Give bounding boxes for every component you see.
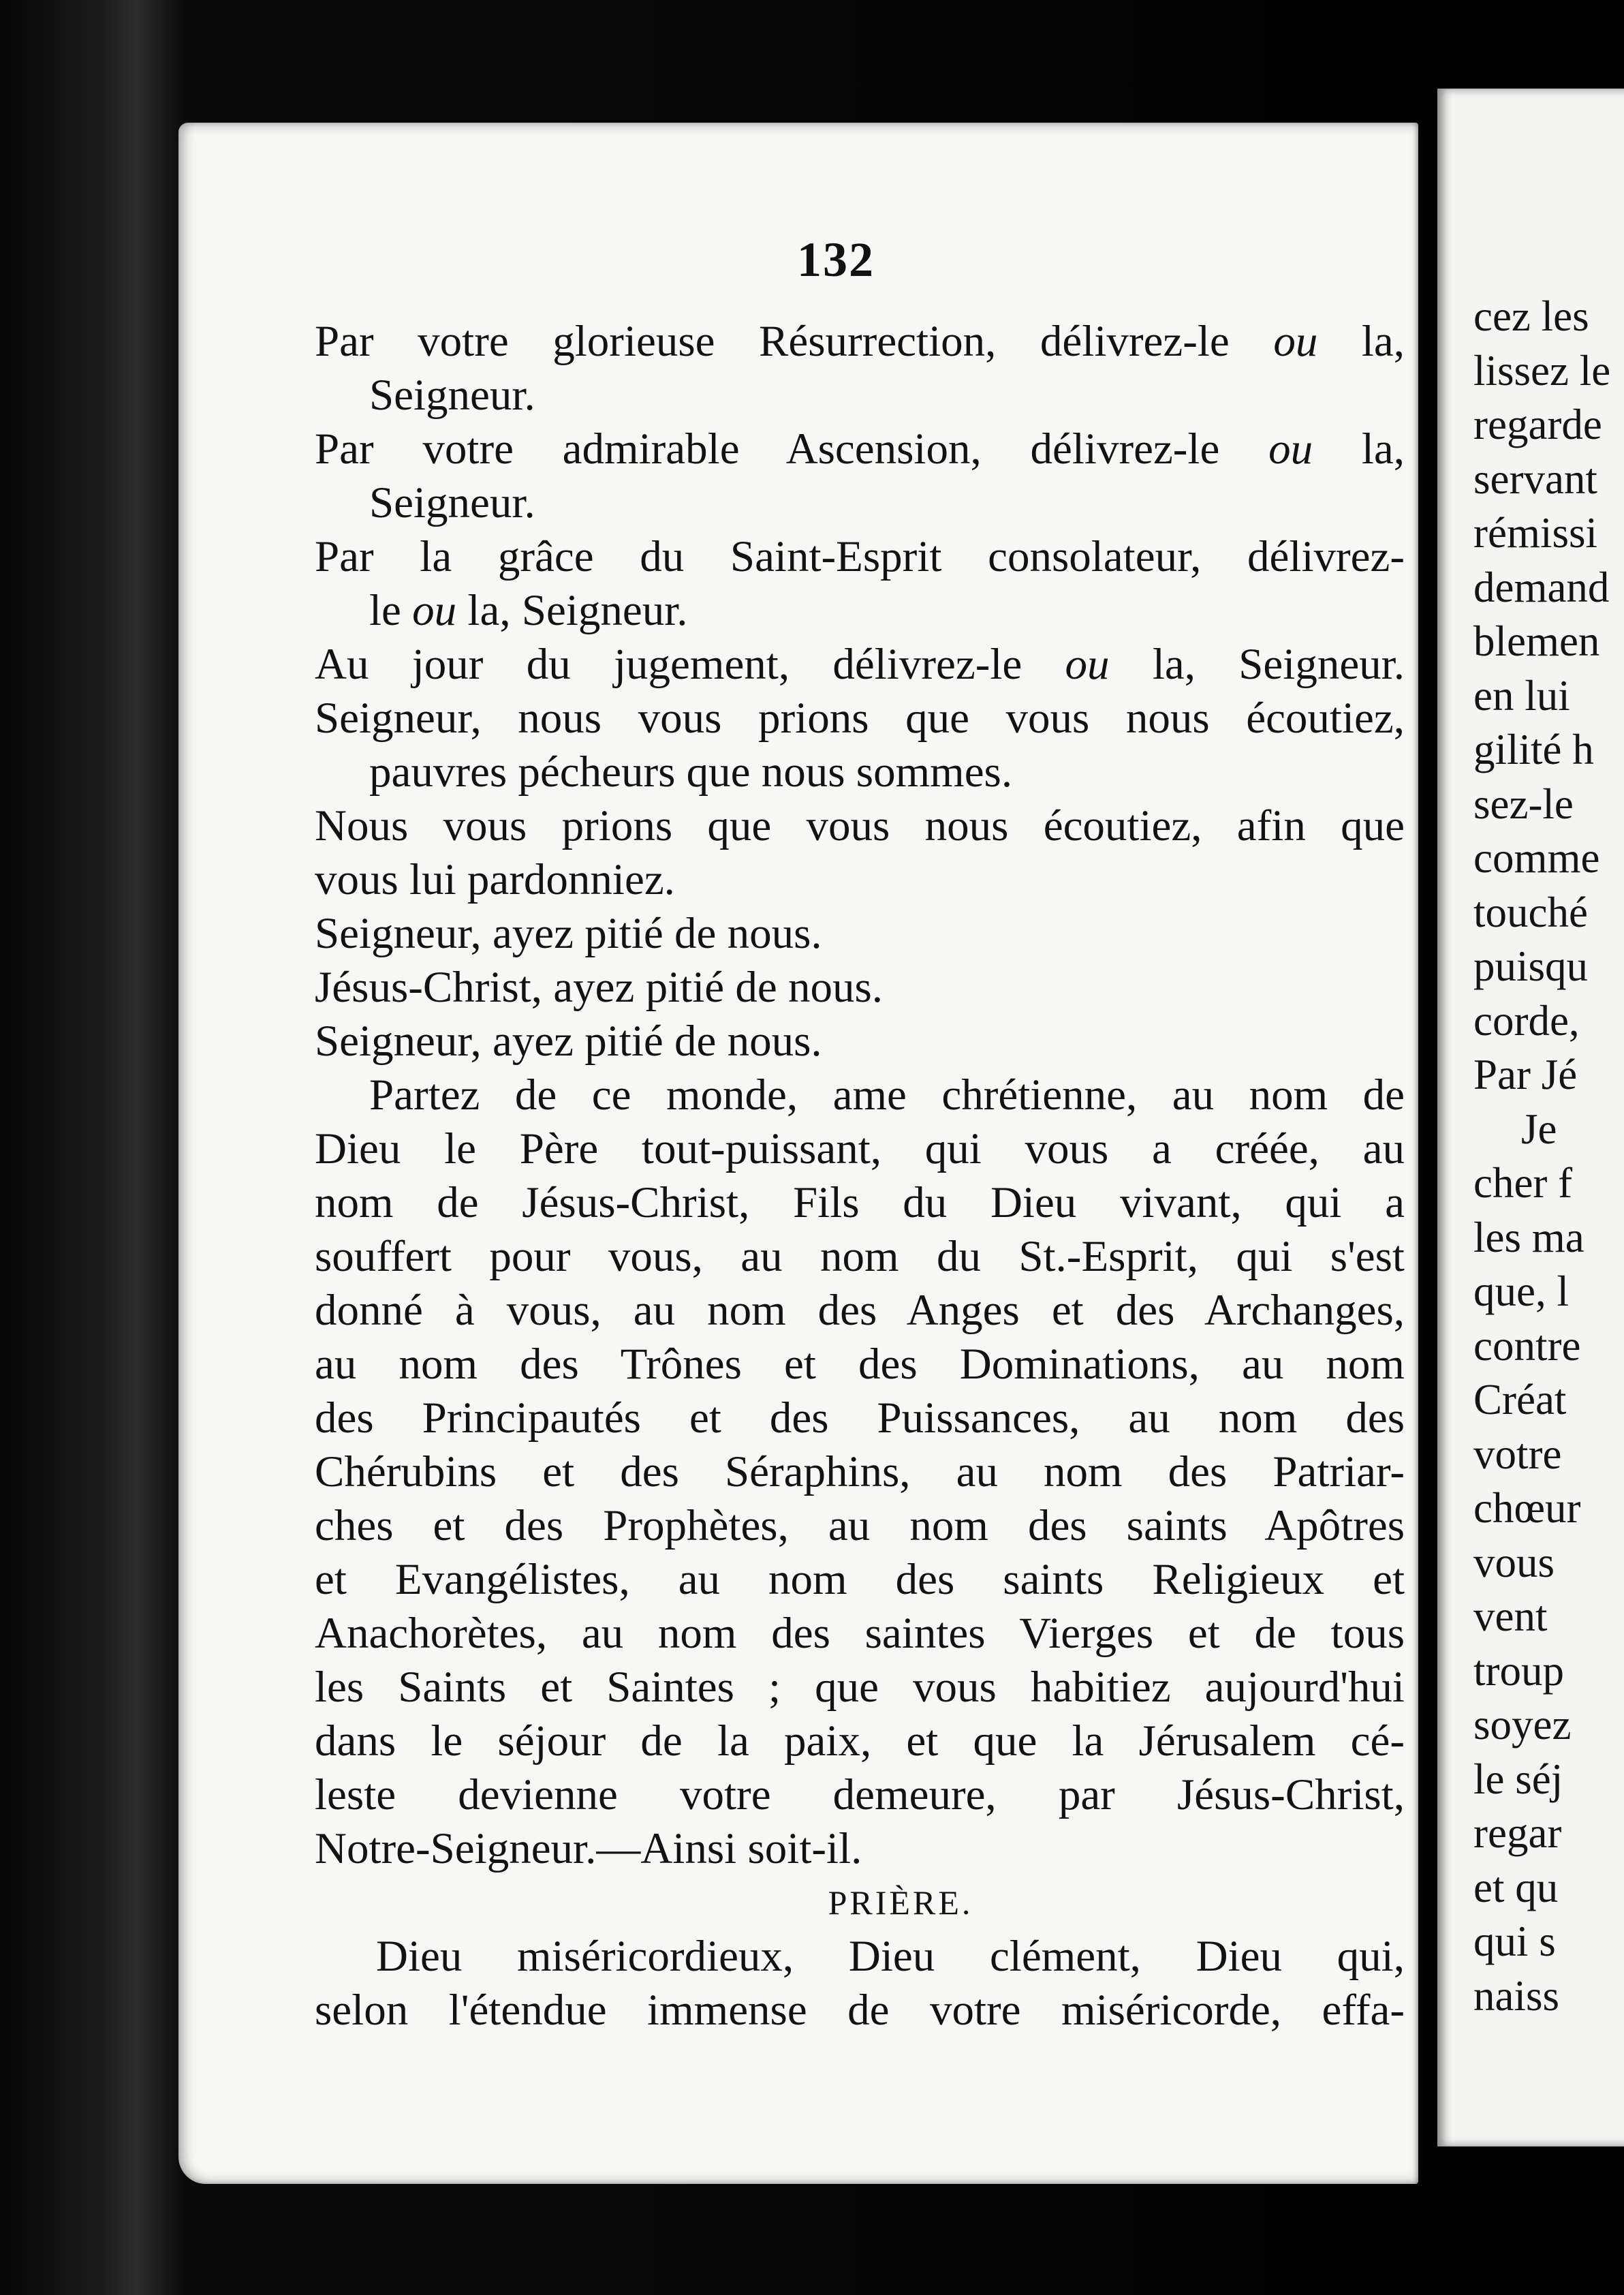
text-line: comme (1473, 834, 1600, 882)
text-line: et Evangélistes, au nom des saints Religieux et (315, 1555, 1405, 1604)
text-line: en lui (1473, 671, 1570, 720)
text-line: donné à vous, au nom des Anges et des Archanges, (315, 1286, 1405, 1335)
text-line: Seigneur, ayez pitié de nous. (315, 1017, 822, 1066)
page-number: 132 (797, 232, 875, 287)
left-page-text (315, 315, 1405, 2037)
text-line: regar (1473, 1809, 1562, 1857)
text-line: rémissi (1473, 509, 1597, 557)
text-line: Chérubins et des Séraphins, au nom des Patriar- (315, 1447, 1405, 1496)
text-line: Seigneur. (369, 478, 535, 527)
text-line: soyez (1473, 1701, 1572, 1749)
right-page-text (1473, 290, 1610, 2023)
text-line: sez-le (1473, 780, 1574, 828)
text-line: qui s (1473, 1917, 1556, 1965)
text-line: souffert pour vous, au nom du St.-Esprit, qui s'est (315, 1232, 1405, 1281)
text-line: Nous vous prions que vous nous écoutiez, afin que (315, 801, 1405, 850)
text-line: Par votre admirable Ascension, délivrez-le ou la, (315, 425, 1405, 474)
text-line: Seigneur, ayez pitié de nous. (315, 909, 822, 958)
text-line: blemen (1473, 617, 1600, 665)
section-heading: PRIÈRE. (828, 1883, 973, 1922)
text-line: vous lui pardonniez. (315, 855, 675, 904)
text-line: nom de Jésus-Christ, Fils du Dieu vivant, qui a (315, 1178, 1405, 1227)
text-line: vous (1473, 1538, 1555, 1586)
text-line: dans le séjour de la paix, et que la Jérusalem cé- (315, 1716, 1405, 1766)
text-line: chœur (1473, 1484, 1581, 1532)
text-line: Jésus-Christ, ayez pitié de nous. (315, 963, 884, 1012)
text-line: ches et des Prophètes, au nom des saints Apôtres (315, 1501, 1405, 1550)
text-line: les ma (1473, 1213, 1584, 1261)
text-line: Partez de ce monde, ame chrétienne, au nom de (369, 1071, 1405, 1120)
text-line: troup (1473, 1646, 1564, 1695)
text-line: puisqu (1473, 942, 1589, 990)
text-line: regarde (1473, 401, 1602, 448)
text-line: vent (1473, 1592, 1548, 1640)
text-line: des Principautés et des Puissances, au nom des (315, 1393, 1405, 1443)
text-line: le séj (1473, 1755, 1563, 1803)
text-line: naiss (1473, 1971, 1559, 2020)
text-line: contre (1473, 1321, 1581, 1370)
text-line: Je (1521, 1105, 1557, 1153)
text-line: Dieu le Père tout-puissant, qui vous a créée, au (315, 1124, 1405, 1173)
text-line: et qu (1473, 1863, 1559, 1911)
text-line: demand (1473, 563, 1610, 611)
text-line: les Saints et Saintes ; que vous habitiez aujourd'hui (315, 1663, 1405, 1712)
text-line: Créat (1473, 1376, 1567, 1423)
text-line: selon l'étendue immense de votre miséricorde, effa- (315, 1986, 1405, 2035)
text-line: que, l (1473, 1267, 1569, 1315)
text-line: Par votre glorieuse Résurrection, délivrez-le ou la, (315, 317, 1405, 366)
text-line: lissez le (1473, 346, 1611, 395)
text-line: Par Jé (1473, 1051, 1578, 1098)
text-line: corde, (1473, 996, 1580, 1045)
text-line: cez les (1473, 292, 1589, 340)
text-line: Seigneur. (369, 371, 535, 420)
text-line: Seigneur, nous vous prions que vous nous écoutiez, (315, 694, 1405, 743)
text-line: gilité h (1473, 726, 1594, 773)
text-line: Anachorètes, au nom des saintes Vierges et de tous (315, 1609, 1405, 1658)
text-line: Par la grâce du Saint-Esprit consolateur, délivrez- (315, 532, 1405, 581)
text-line: Dieu miséricordieux, Dieu clément, Dieu qui, (376, 1932, 1405, 1981)
text-line: votre (1473, 1430, 1562, 1478)
text-line: Au jour du jugement, délivrez-le ou la, Seigneur. (315, 640, 1405, 689)
text-line: servant (1473, 455, 1597, 503)
text-line: le ou la, Seigneur. (369, 586, 688, 635)
text-line: au nom des Trônes et des Dominations, au nom (315, 1340, 1405, 1389)
text-line: Notre-Seigneur.—Ainsi soit-il. (315, 1824, 862, 1873)
text-line: leste devienne votre demeure, par Jésus-Christ, (315, 1770, 1405, 1819)
text-line: cher f (1473, 1159, 1573, 1207)
text-line: pauvres pécheurs que nous sommes. (369, 748, 1013, 797)
text-line: touché (1473, 888, 1588, 936)
